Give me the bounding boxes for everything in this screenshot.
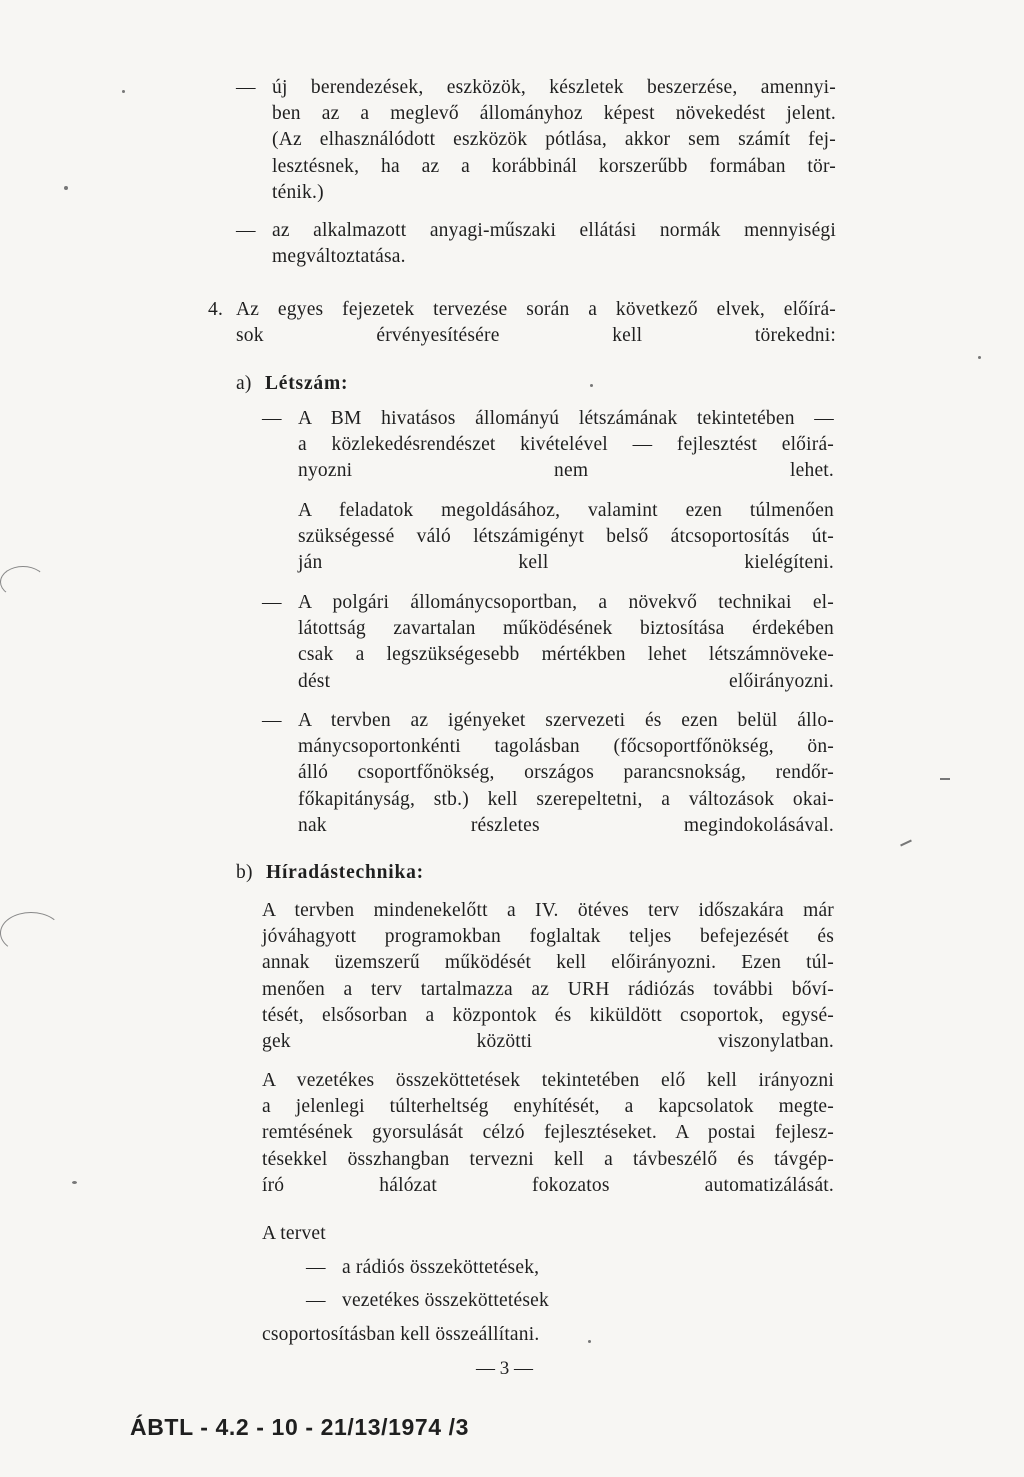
page-number: — 3 — — [476, 1358, 533, 1379]
bullet-dash: — — [236, 220, 256, 241]
text-line: lesztésnek, ha az a korábbinál korszerűbb formában tör- — [272, 155, 836, 177]
text-line: remtésének gyorsulását célzó fejlesztéseket. A postai fejlesz- — [262, 1122, 834, 1144]
para-plan-intro: A tervet — [262, 1223, 326, 1244]
para-wired-links — [262, 1068, 834, 1199]
text-line: jóváhagyott programokban foglaltak teljes befejezését és — [262, 926, 834, 948]
text-line: dést előirányozni. — [298, 670, 834, 692]
text-line: álló csoportfőnökség, országos parancsnokság, rendőr- — [298, 762, 834, 784]
text-line: gek közötti viszonylatban. — [262, 1031, 834, 1053]
text-line: látottság zavartalan működésének biztosítása érdekében — [298, 618, 834, 640]
text-line: A polgári állománycsoportban, a növekvő technikai el- — [298, 592, 834, 613]
section-number: 4. — [208, 299, 224, 320]
text-line: szükségessé váló létszámigényt belső átcsoportosítás út- — [298, 526, 834, 548]
text-line: megváltoztatása. — [272, 246, 406, 268]
subsection-label-b: b) — [236, 862, 253, 883]
text-line: ján kell kielégíteni. — [298, 552, 834, 574]
bullet-dash: — — [306, 1290, 326, 1311]
text-line: A tervben mindenekelőtt a IV. ötéves terv időszakára már — [262, 900, 834, 921]
item-bm-staff — [298, 406, 834, 485]
text-line: Az egyes fejezetek tervezése során a következő elvek, előírá- — [236, 299, 836, 320]
scan-speck — [978, 356, 981, 359]
text-line: a közlekedésrendészet kivételével — fejlesztést előirá- — [298, 434, 834, 456]
archive-reference: ÁBTL - 4.2 - 10 - 21/13/1974 /3 — [130, 1414, 470, 1440]
item-plan-needs — [298, 708, 834, 839]
list-item-wired: vezetékes összeköttetések — [342, 1290, 549, 1311]
subsection-title-letszam: Létszám: — [265, 373, 349, 394]
text-line: tésekkel összhangban tervezni kell a távbeszélő és távgép- — [262, 1148, 834, 1170]
bullet-dash: — — [306, 1257, 326, 1278]
para-tasks — [298, 498, 834, 577]
text-line: ténik.) — [272, 181, 324, 203]
text-line: a jelenlegi túlterheltség enyhítését, a kapcsolatok megte- — [262, 1096, 834, 1118]
text-line: tését, elsősorban a központok és kiküldött csoportok, egysé- — [262, 1004, 834, 1026]
punch-hole-mark — [0, 566, 46, 598]
text-line: író hálózat fokozatos automatizálását. — [262, 1174, 834, 1196]
text-line: menően a terv tartalmazza az URH rádiózás további bőví- — [262, 978, 834, 1000]
para-programs — [262, 898, 834, 1055]
punch-hole-mark — [0, 912, 62, 954]
bullet-dash: — — [236, 77, 256, 98]
item-new-equipment — [272, 75, 836, 206]
text-line: csak a legszükségesebb mértékben lehet létszámnöveke- — [298, 644, 834, 666]
text-line: új berendezések, eszközök, készletek beszerzése, amennyi- — [272, 77, 836, 98]
text-line: A BM hivatásos állományú létszámának tekintetében — — [298, 408, 834, 429]
item-norms — [272, 218, 836, 270]
point-4-text — [236, 297, 836, 349]
text-line: annak üzemszerű működését kell előirányozni. Ezen túl- — [262, 952, 834, 974]
text-line: sok érvényesítésére kell törekedni: — [236, 325, 836, 347]
text-line: ben az a meglevő állományhoz képest növekedést jelent. — [272, 103, 836, 125]
bullet-dash: — — [262, 710, 282, 731]
text-line: (Az elhasználódott eszközök pótlása, akkor sem számít fej- — [272, 129, 836, 151]
text-line: nyozni nem lehet. — [298, 460, 834, 482]
text-line: az alkalmazott anyagi-műszaki ellátási normák mennyiségi — [272, 220, 836, 241]
bullet-dash: — — [262, 408, 282, 429]
scan-speck — [590, 384, 593, 387]
scan-speck — [588, 1340, 591, 1343]
scan-speck — [122, 90, 125, 93]
scan-speck — [72, 1181, 77, 1184]
para-plan-outro: csoportosításban kell összeállítani. — [262, 1324, 540, 1345]
subsection-label-a: a) — [236, 373, 252, 394]
text-line: nak részletes megindokolásával. — [298, 814, 834, 836]
text-line: A vezetékes összeköttetések tekintetében elő kell irányozni — [262, 1070, 834, 1091]
scan-speck — [900, 840, 912, 847]
scan-speck — [64, 186, 68, 190]
text-line: főkapitányság, stb.) kell szerepeltetni, a változások okai- — [298, 788, 834, 810]
text-line: A tervben az igényeket szervezeti és ezen belül állo- — [298, 710, 834, 731]
text-line: A feladatok megoldásához, valamint ezen túlmenően — [298, 500, 834, 521]
text-line: mánycsoportonkénti tagolásban (főcsoportfőnökség, ön- — [298, 736, 834, 758]
bullet-dash: — — [262, 592, 282, 613]
item-civil-staff — [298, 590, 834, 695]
scan-speck — [940, 778, 950, 780]
subsection-title-hiradastechnika: Híradástechnika: — [266, 862, 424, 883]
list-item-radio: a rádiós összeköttetések, — [342, 1257, 540, 1278]
